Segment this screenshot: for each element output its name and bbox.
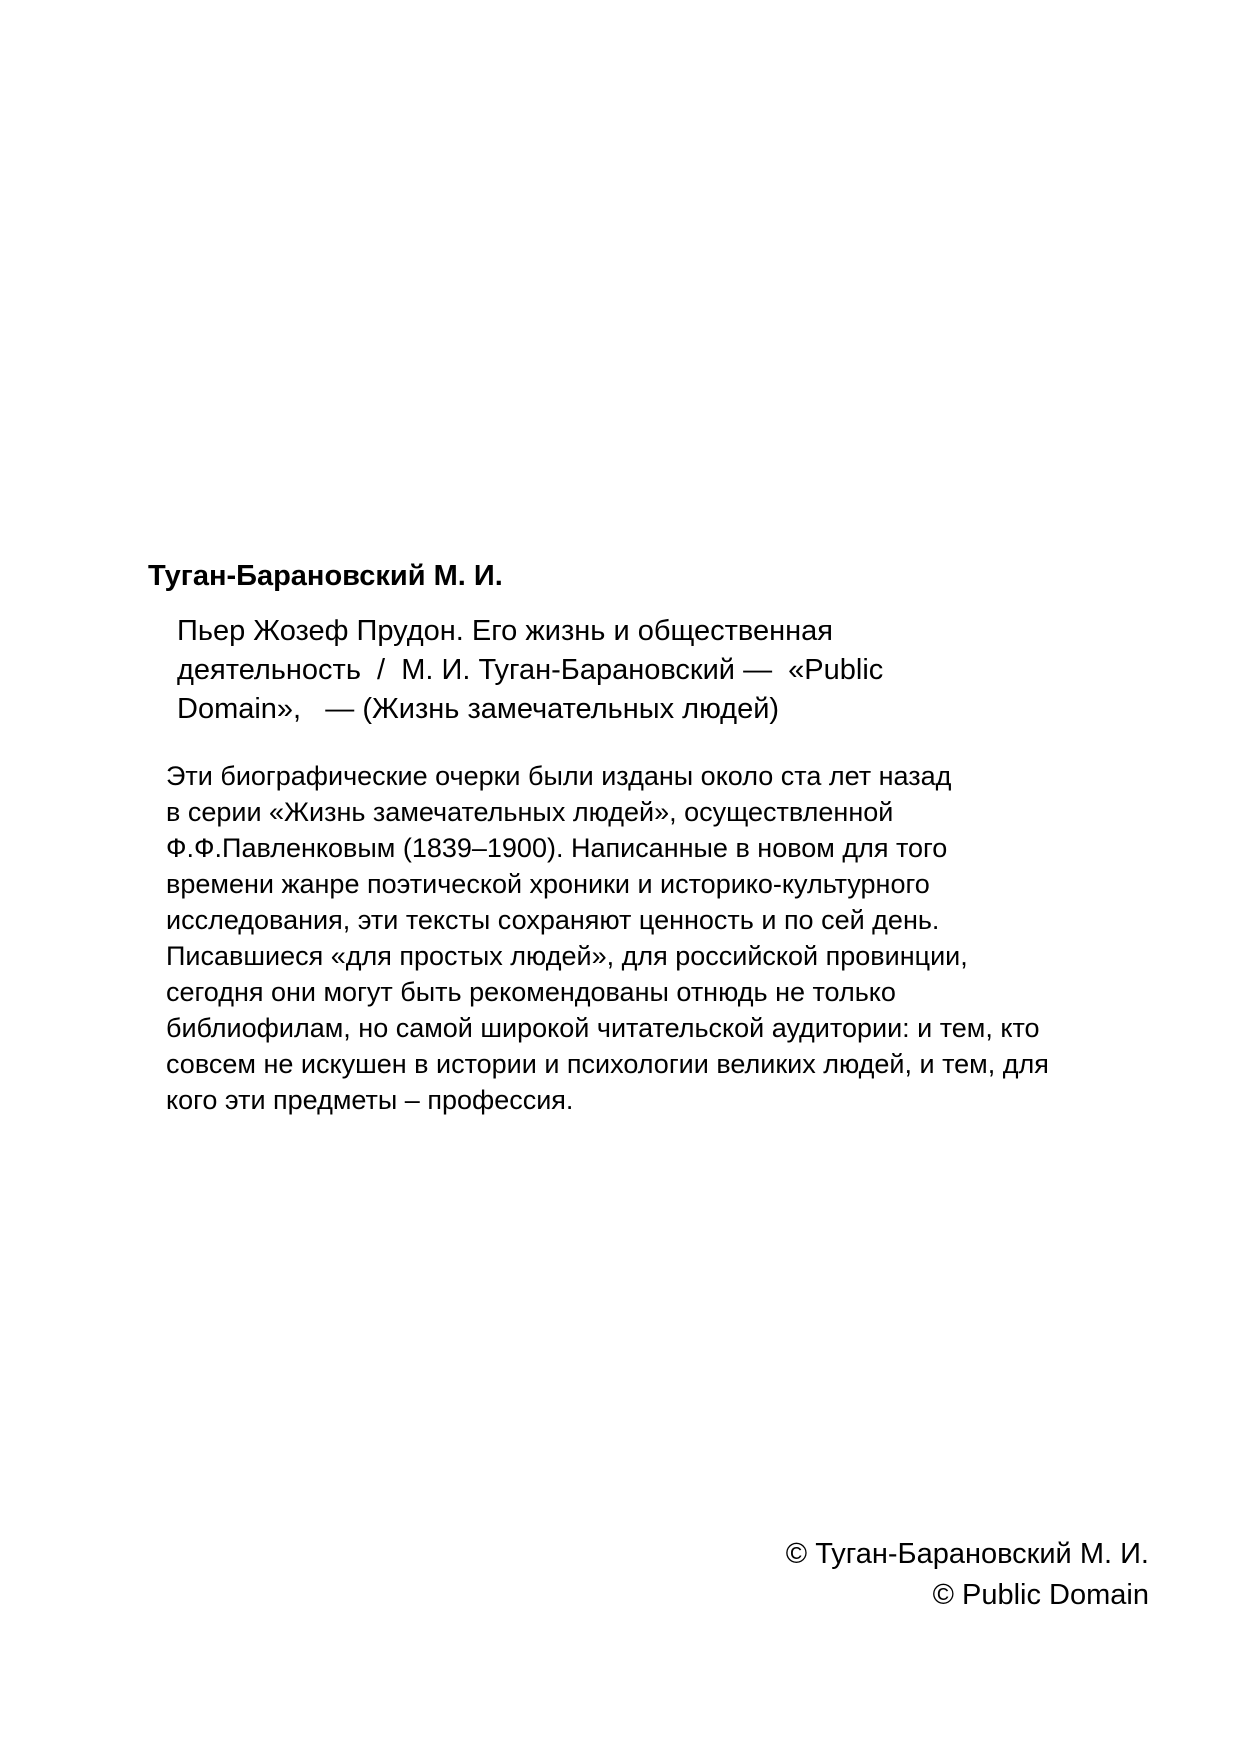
annotation-line: совсем не искушен в истории и психологии великих людей, и тем, для: [166, 1049, 1049, 1079]
annotation-line: библиофилам, но самой широкой читательской аудитории: и тем, кто: [166, 1013, 1040, 1043]
copyright-notice: [786, 1534, 1149, 1616]
bibliographic-entry: [177, 612, 1057, 729]
copyright-public-domain: © Public Domain: [932, 1579, 1149, 1611]
annotation-line: Писавшиеся «для простых людей», для российской провинции,: [166, 941, 968, 971]
annotation-line: Ф.Ф.Павленковым (1839–1900). Написанные в новом для того: [166, 833, 948, 863]
annotation-line: времени жанре поэтической хроники и историко-культурного: [166, 869, 930, 899]
annotation-line: сегодня они могут быть рекомендованы отнюдь не только: [166, 977, 896, 1007]
author-heading: Туган-Барановский М. И.: [148, 560, 503, 592]
bib-line: Пьер Жозеф Прудон. Его жизнь и общественная: [177, 615, 833, 647]
bib-line: Domain», — (Жизнь замечательных людей): [177, 693, 780, 725]
copyright-author: © Туган-Барановский М. И.: [785, 1538, 1149, 1570]
annotation-line: исследования, эти тексты сохраняют ценность и по сей день.: [166, 905, 940, 935]
annotation-line: в серии «Жизнь замечательных людей», осуществленной: [166, 797, 894, 827]
annotation-line: Эти биографические очерки были изданы около ста лет назад: [166, 761, 952, 791]
annotation: [166, 758, 1166, 1118]
annotation-line: кого эти предметы – профессия.: [166, 1085, 574, 1115]
bib-line: деятельность / М. И. Туган-Барановский — «Public: [177, 654, 884, 686]
